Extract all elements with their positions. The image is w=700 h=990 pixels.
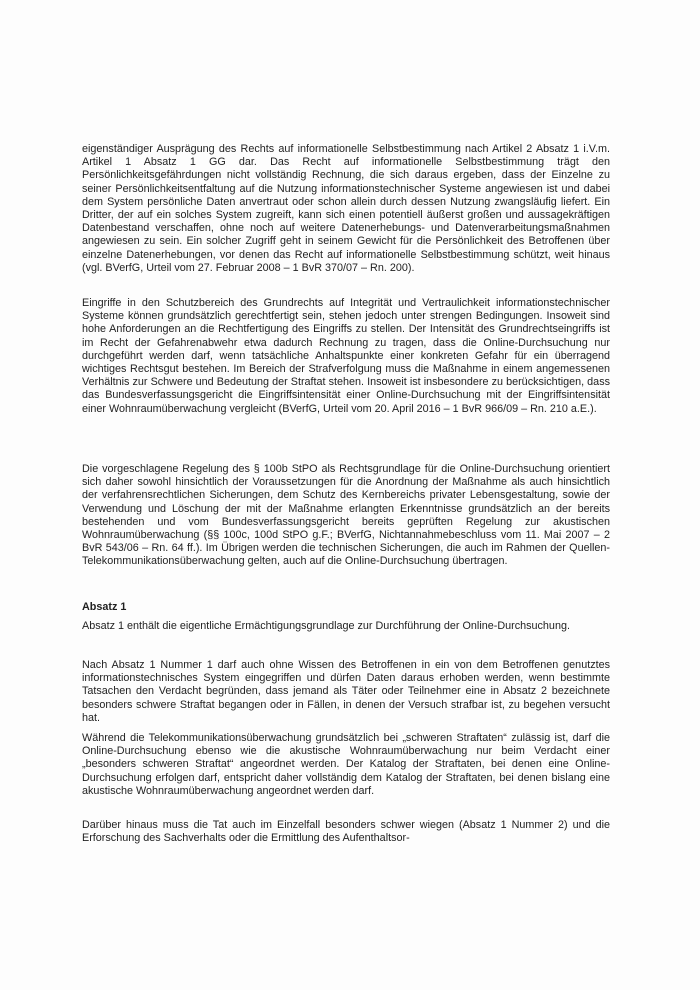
paragraph-intervention-justification: Eingriffe in den Schutzbereich des Grundrechts auf Integrität und Vertraulichkeit informationstechnischer Systeme können grundsätzlich gerechtfertigt sein, stehen jedoch unter strengen Bedingungen. Insoweit sind hohe Anforderungen an die Rechtfertigung des Eingriffs zu stellen. Der Intensität des Grundrechtseingriffs ist im Recht der Gefahrenabwehr etwa dadurch Rechnung zu tragen, dass die Online-Durchsuchung nur durchgeführt werden darf, wenn tatsächliche Anhaltspunkte einer konkreten Gefahr für ein überragend wichtiges Rechtsgut bestehen. Im Bereich der Strafverfolgung muss die Maßnahme in einem angemessenen Verhältnis zur Schwere und Bedeutung der Straftat stehen. Insoweit ist insbesondere zu berücksichtigen, dass das Bundesverfassungsgericht die Eingriffsintensität einer Online-Durchsuchung mit der Eingriffsintensität einer Wohnraumüberwachung vergleicht (BVerfG, Urteil vom 20. April 2016 – 1 BvR 966/09 – Rn. 210 a.E.). [82,297,610,415]
paragraph-individual-case: Darüber hinaus muss die Tat auch im Einzelfall besonders schwer wiegen (Absatz 1 Nummer 2) und die Erforschung des Sachverhalts oder die Ermittlung des Aufenthaltsor- [82,819,610,845]
paragraph-proposed-regulation: Die vorgeschlagene Regelung des § 100b StPO als Rechtsgrundlage für die Online-Durchsuchung orientiert sich daher sowohl hinsichtlich der Voraussetzungen für die Anordnung der Maßnahme als auch hinsichtlich der verfahrensrechtlichen Sicherungen, dem Schutz des Kernbereichs privater Lebensgestaltung, sowie der Verwendung und Löschung der mit der Maßnahme erlangten Erkenntnisse grundsätzlich an der bereits bestehenden und vom Bundesverfassungsgericht bereits geprüften Regelung zur akustischen Wohnraumüberwachung (§§ 100c, 100d StPO g.F.; BVerfG, Nichtannahmebeschluss vom 11. Mai 2007 – 2 BvR 543/06 – Rn. 64 ff.). Im Übrigen werden die technischen Sicherungen, die auch im Rahmen der Quellen-Telekommunikationsüberwachung gelten, auch auf die Online-Durchsuchung übertragen. [82,463,610,568]
paragraph-number-1: Nach Absatz 1 Nummer 1 darf auch ohne Wissen des Betroffenen in ein von dem Betroffenen genutztes informationstechnisches System eingegriffen und dürfen Daten daraus erhoben werden, wenn bestimmte Tatsachen den Verdacht begründen, dass jemand als Täter oder Teilnehmer eine in Absatz 2 bezeichnete besonders schwere Straftat begangen oder in Fällen, in denen der Versuch strafbar ist, zu begehen versucht hat. [82,659,610,724]
paragraph-informational-self-determination: eigenständiger Ausprägung des Rechts auf informationelle Selbstbestimmung nach Artikel 2 Absatz 1 i.V.m. Artikel 1 Absatz 1 GG dar. Das Recht auf informationelle Selbstbestimmung trägt den Persönlichkeitsgefährdungen nicht vollständig Rechnung, die sich daraus ergeben, dass der Einzelne zu seiner Persönlichkeitsentfaltung auf die Nutzung informationstechnischer Systeme angewiesen ist und dabei dem System persönliche Daten anvertraut oder schon allein durch dessen Nutzung zwangsläufig liefert. Ein Dritter, der auf ein solches System zugreift, kann sich einen potentiell äußerst großen und aussagekräftigen Datenbestand verschaffen, ohne noch auf weitere Datenerhebungs- und Datenverarbeitungsmaßnahmen angewiesen zu sein. Ein solcher Zugriff geht in seinem Gewicht für die Persönlichkeit des Betroffenen über einzelne Datenerhebungen, vor denen das Recht auf informationelle Selbstbestimmung schützt, weit hinaus (vgl. BVerfG, Urteil vom 27. Februar 2008 – 1 BvR 370/07 – Rn. 200). [82,143,610,274]
paragraph-serious-offences: Während die Telekommunikationsüberwachung grundsätzlich bei „schweren Straftaten“ zulässig ist, darf die Online-Durchsuchung ebenso wie die akustische Wohnraumüberwachung nur beim Verdacht einer „besonders schweren Straftat“ angeordnet werden. Der Katalog der Straftaten, bei denen eine Online-Durchsuchung erfolgen darf, entspricht daher vollständig dem Katalog der Straftaten, bei denen bislang eine akustische Wohnraumüberwachung angeordnet werden darf. [82,732,610,797]
section-heading: Absatz 1 [82,601,127,613]
paragraph-authorization-basis: Absatz 1 enthält die eigentliche Ermächtigungsgrundlage zur Durchführung der Online-Durchsuchung. [82,620,570,632]
